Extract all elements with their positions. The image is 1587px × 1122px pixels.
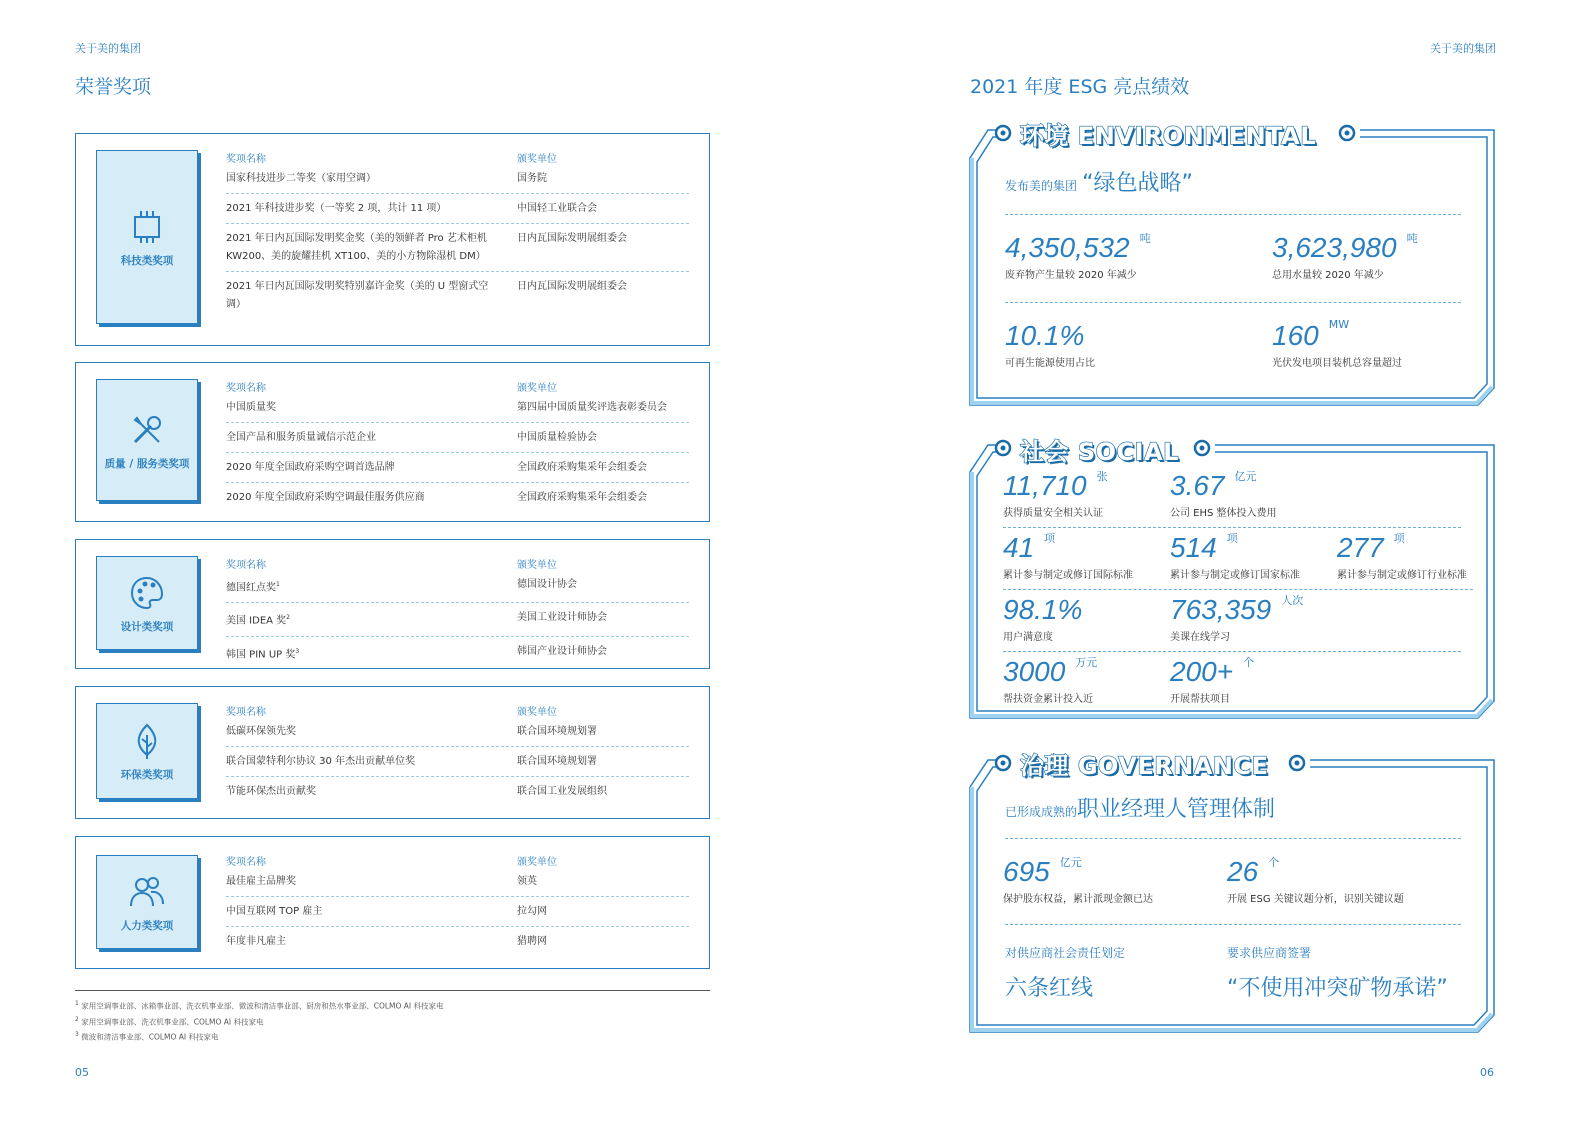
award-name: 国家科技进步二等奖（家用空调） [226,173,376,184]
col-issuer-header: 颁奖单位 [517,560,557,571]
award-name: 年度非凡雇主 [226,936,286,947]
footnote-ref: 2 [286,614,290,622]
category-label: 质量 / 服务类奖项 [104,457,190,470]
award-name: 联合国蒙特利尔协议 30 年杰出贡献单位奖 [226,756,416,767]
award-issuer: 联合国工业发展组织 [517,786,607,797]
gov-stat: 695 $^{亿元}$ 保护股东权益，累计派现金额已达 [1003,856,1153,905]
social-stat: 277 $^项$ 累计参与制定或修订行业标准 [1337,532,1467,581]
gov-lead [1005,792,1275,823]
col-award-header: 奖项名称 [226,560,266,571]
social-stat: 763,359 $^{人次}$ 美课在线学习 [1170,594,1304,643]
env-stat: 10.1% 可再生能源使用占比 [1005,320,1095,369]
footnote: $^3$ 微波和清洁事业部、COLMO AI 科技家电 [75,1031,219,1042]
supplier-left [1005,944,1125,1002]
col-issuer-header: 颁奖单位 [517,707,557,718]
supplier-right-value: “不使用冲突矿物承诺” [1227,976,1448,1001]
col-issuer-header: 颁奖单位 [517,154,557,165]
divider [1003,651,1461,652]
social-stat: 514 $^项$ 累计参与制定或修订国家标准 [1170,532,1300,581]
social-title: 社会 SOCIAL [1016,432,1183,467]
award-name: 2021 年日内瓦国际发明奖金奖（美的领鲜者 Pro 艺术柜机 KW200、美的旋耀挂机 XT100、美的小方物除湿机 DM） [226,233,487,262]
env-stat: 3,623,980 $^吨$ 总用水量较 2020 年减少 [1272,232,1418,281]
category-label: 科技类奖项 [120,254,174,267]
divider [1003,589,1473,590]
award-issuer: 日内瓦国际发明展组委会 [517,233,627,244]
env-lead [1005,166,1193,197]
award-issuer: 拉勾网 [517,906,547,917]
award-name: 2021 年科技进步奖（一等奖 2 项，共计 11 项） [226,203,447,214]
supplier-right [1227,944,1448,1002]
footnote: $^2$ 家用空调事业部、洗衣机事业部、COLMO AI 科技家电 [75,1015,264,1026]
col-award-header: 奖项名称 [226,857,266,868]
award-name: 中国质量奖 [226,402,276,413]
gov-lead-small: 已形成成熟的 [1005,805,1078,819]
divider [1005,214,1461,215]
social-stat: 98.1% 用户满意度 [1003,594,1083,643]
supplier-left-label: 对供应商社会责任划定 [1005,946,1126,960]
col-issuer-header: 颁奖单位 [517,857,557,868]
award-name: 美国 IDEA 奖 [226,615,287,627]
award-name: 中国互联网 TOP 雇主 [226,906,323,917]
award-issuer: 国务院 [517,173,547,184]
right-page-title: 2021 年度 ESG 亮点绩效 [970,76,1190,98]
footnote: $^1$ 家用空调事业部、冰箱事业部、洗衣机事业部、微波和清洁事业部、厨房和热水事业部、COLMO AI 科技家电 [75,1000,444,1011]
gov-stat: 26 $^个$ 开展 ESG 关键议题分析，识别关键议题 [1227,856,1404,905]
divider [1005,924,1461,925]
divider [1005,838,1461,839]
governance-title: 治理 GOVERNANCE [1016,746,1273,781]
divider [1003,527,1461,528]
award-name: 2020 年度全国政府采购空调最佳服务供应商 [226,492,425,503]
left-page-number: 05 [75,1066,89,1079]
env-lead-big: “绿色战略” [1082,171,1193,196]
award-issuer: 全国政府采购集采年会组委会 [517,492,647,503]
col-award-header: 奖项名称 [226,154,266,165]
award-name: 2020 年度全国政府采购空调首选品牌 [226,462,395,473]
award-issuer: 德国设计协会 [517,579,577,590]
footnote-ref: 3 [295,647,300,655]
award-issuer: 全国政府采购集采年会组委会 [517,462,647,473]
left-header: 关于美的集团 [75,42,141,55]
award-name: 最佳雇主品牌奖 [226,876,296,887]
right-page-number: 06 [1480,1066,1494,1079]
award-issuer: 第四届中国质量奖评选表彰委员会 [517,402,667,413]
col-award-header: 奖项名称 [226,383,266,394]
supplier-right-label: 要求供应商签署 [1227,946,1312,960]
divider [1005,302,1461,303]
award-issuer: 中国质量检验协会 [517,432,597,443]
left-page-title: 荣誉奖项 [75,76,152,98]
social-stat: 200+ $^个$ 开展帮扶项目 [1170,656,1255,705]
award-name: 节能环保杰出贡献奖 [226,786,316,797]
social-stat: 3.67 $^{亿元}$ 公司 EHS 整体投入费用 [1170,470,1277,519]
category-label: 人力类奖项 [120,919,174,932]
award-issuer: 领英 [517,876,537,887]
award-issuer: 中国轻工业联合会 [517,203,597,214]
social-stat: 3000 $^{万元}$ 帮扶资金累计投入近 [1003,656,1098,705]
supplier-left-value: 六条红线 [1005,976,1094,1001]
award-name: 低碳环保领先奖 [226,726,296,737]
award-name: 2021 年日内瓦国际发明奖特别嘉许金奖（美的 U 型窗式空调） [226,281,489,310]
gov-lead-big: 职业经理人管理体制 [1077,797,1276,822]
award-name: 德国红点奖 [226,582,276,594]
award-issuer: 联合国环境规划署 [517,726,597,737]
award-issuer: 韩国产业设计师协会 [517,645,607,657]
env-lead-small: 发布美的集团 [1005,179,1078,193]
social-stat: 41 $^项$ 累计参与制定或修订国际标准 [1003,532,1133,581]
right-header: 关于美的集团 [1430,42,1496,55]
social-stat: 11,710 $^张$ 获得质量安全相关认证 [1003,470,1108,519]
env-stat: 160 $^{MW}$ 光伏发电项目装机总容量超过 [1272,318,1402,369]
environmental-title: 环境 ENVIRONMENTAL [1016,116,1320,151]
col-award-header: 奖项名称 [226,707,266,718]
category-label: 环保类奖项 [120,768,174,781]
award-issuer: 联合国环境规划署 [517,756,597,767]
award-issuer: 猎聘网 [517,936,547,947]
award-issuer: 日内瓦国际发明展组委会 [517,281,627,292]
award-name: 全国产品和服务质量诚信示范企业 [226,432,376,443]
col-issuer-header: 颁奖单位 [517,383,557,394]
footnote-ref: 1 [276,581,280,588]
env-stat: 4,350,532 $^吨$ 废弃物产生量较 2020 年减少 [1005,232,1151,281]
award-name: 韩国 PIN UP 奖 [226,648,296,660]
award-issuer: 美国工业设计师协会 [517,612,607,624]
category-label: 设计类奖项 [120,620,174,633]
